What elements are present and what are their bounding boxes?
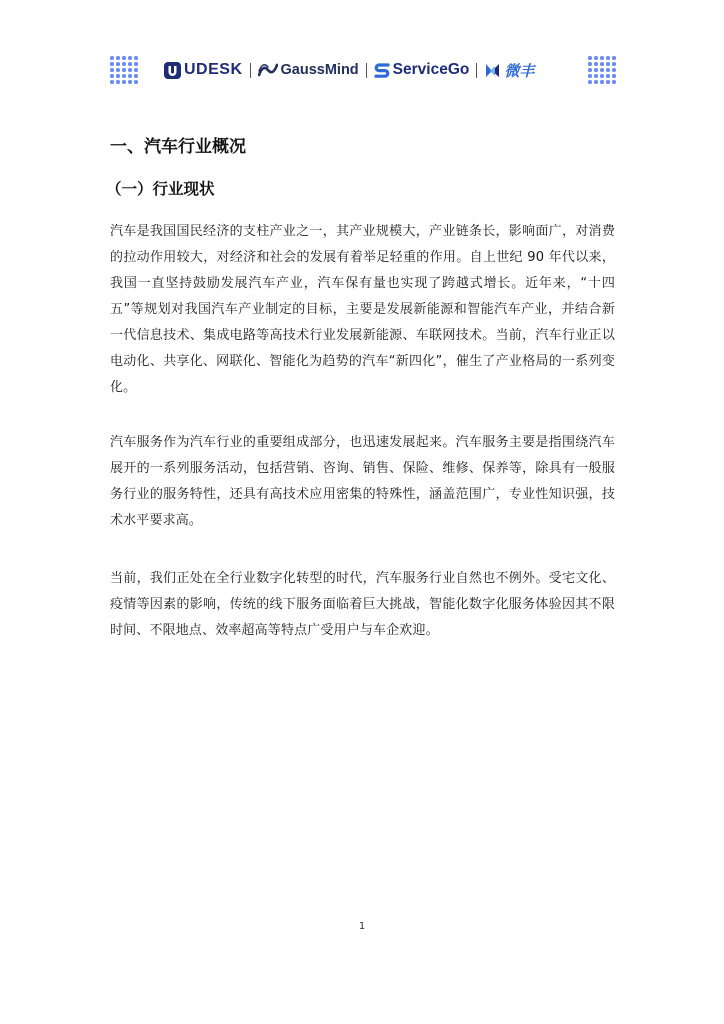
partner-logos <box>164 60 534 81</box>
weifeng-logo-icon <box>484 62 501 79</box>
section-title: 一、汽车行业概况 <box>110 137 246 157</box>
servicego-logo <box>374 61 470 79</box>
udesk-logo <box>164 61 243 79</box>
udesk-logo-icon <box>164 62 181 79</box>
gaussmind-logo-icon <box>258 63 278 77</box>
udesk-logo-text: UDESK <box>184 61 243 78</box>
page-number: 1 <box>358 921 366 932</box>
body-paragraph-1: 汽车是我国国民经济的支柱产业之一，其产业规模大，产业链条长，影响面广，对消费的拉动作用较大，对经济和社会的发展有着举足轻重的作用。自上世纪 90 年代以来，我国一直坚持鼓励发展汽车产业，汽车保有量也实现了跨越式增长。近年来，“十四五”等规划对我国汽车产业制定的目标，主要是发展新能源和智能汽车产业，并结合新一代信息技术、集成电路等高技术行业发展新能源、车联网技术。当前，汽车行业正以电动化、共享化、网联化、智能化为趋势的汽车“新四化”，催生了产业格局的一系列变化。 <box>110 224 615 395</box>
servicego-logo-icon <box>374 62 390 79</box>
body-paragraph-2: 汽车服务作为汽车行业的重要组成部分，也迅速发展起来。汽车服务主要是指围绕汽车展开的一系列服务活动，包括营销、咨询、销售、保险、维修、保养等，除具有一般服务行业的服务特性，还具有高技术应用密集的特殊性，涵盖范围广，专业性知识强，技术水平要求高。 <box>110 435 615 528</box>
dot-grid-left-decoration <box>110 56 138 84</box>
gaussmind-logo-text: GaussMind <box>280 62 359 78</box>
logo-separator <box>476 63 477 78</box>
weifeng-logo-text: 微丰 <box>504 62 535 80</box>
subsection-title: （一）行业现状 <box>106 180 215 198</box>
servicego-logo-text: ServiceGo <box>392 61 470 78</box>
page-header <box>110 54 616 86</box>
body-paragraph-3: 当前，我们正处在全行业数字化转型的时代，汽车服务行业自然也不例外。受宅文化、疫情等因素的影响，传统的线下服务面临着巨大挑战，智能化数字化服务体验因其不限时间、不限地点、效率超高等特点广受用户与车企欢迎。 <box>110 571 615 638</box>
weifeng-logo <box>484 60 534 81</box>
logo-separator <box>366 63 367 78</box>
gaussmind-logo <box>258 62 359 78</box>
logo-separator <box>250 63 251 78</box>
dot-grid-right-decoration <box>588 56 616 84</box>
